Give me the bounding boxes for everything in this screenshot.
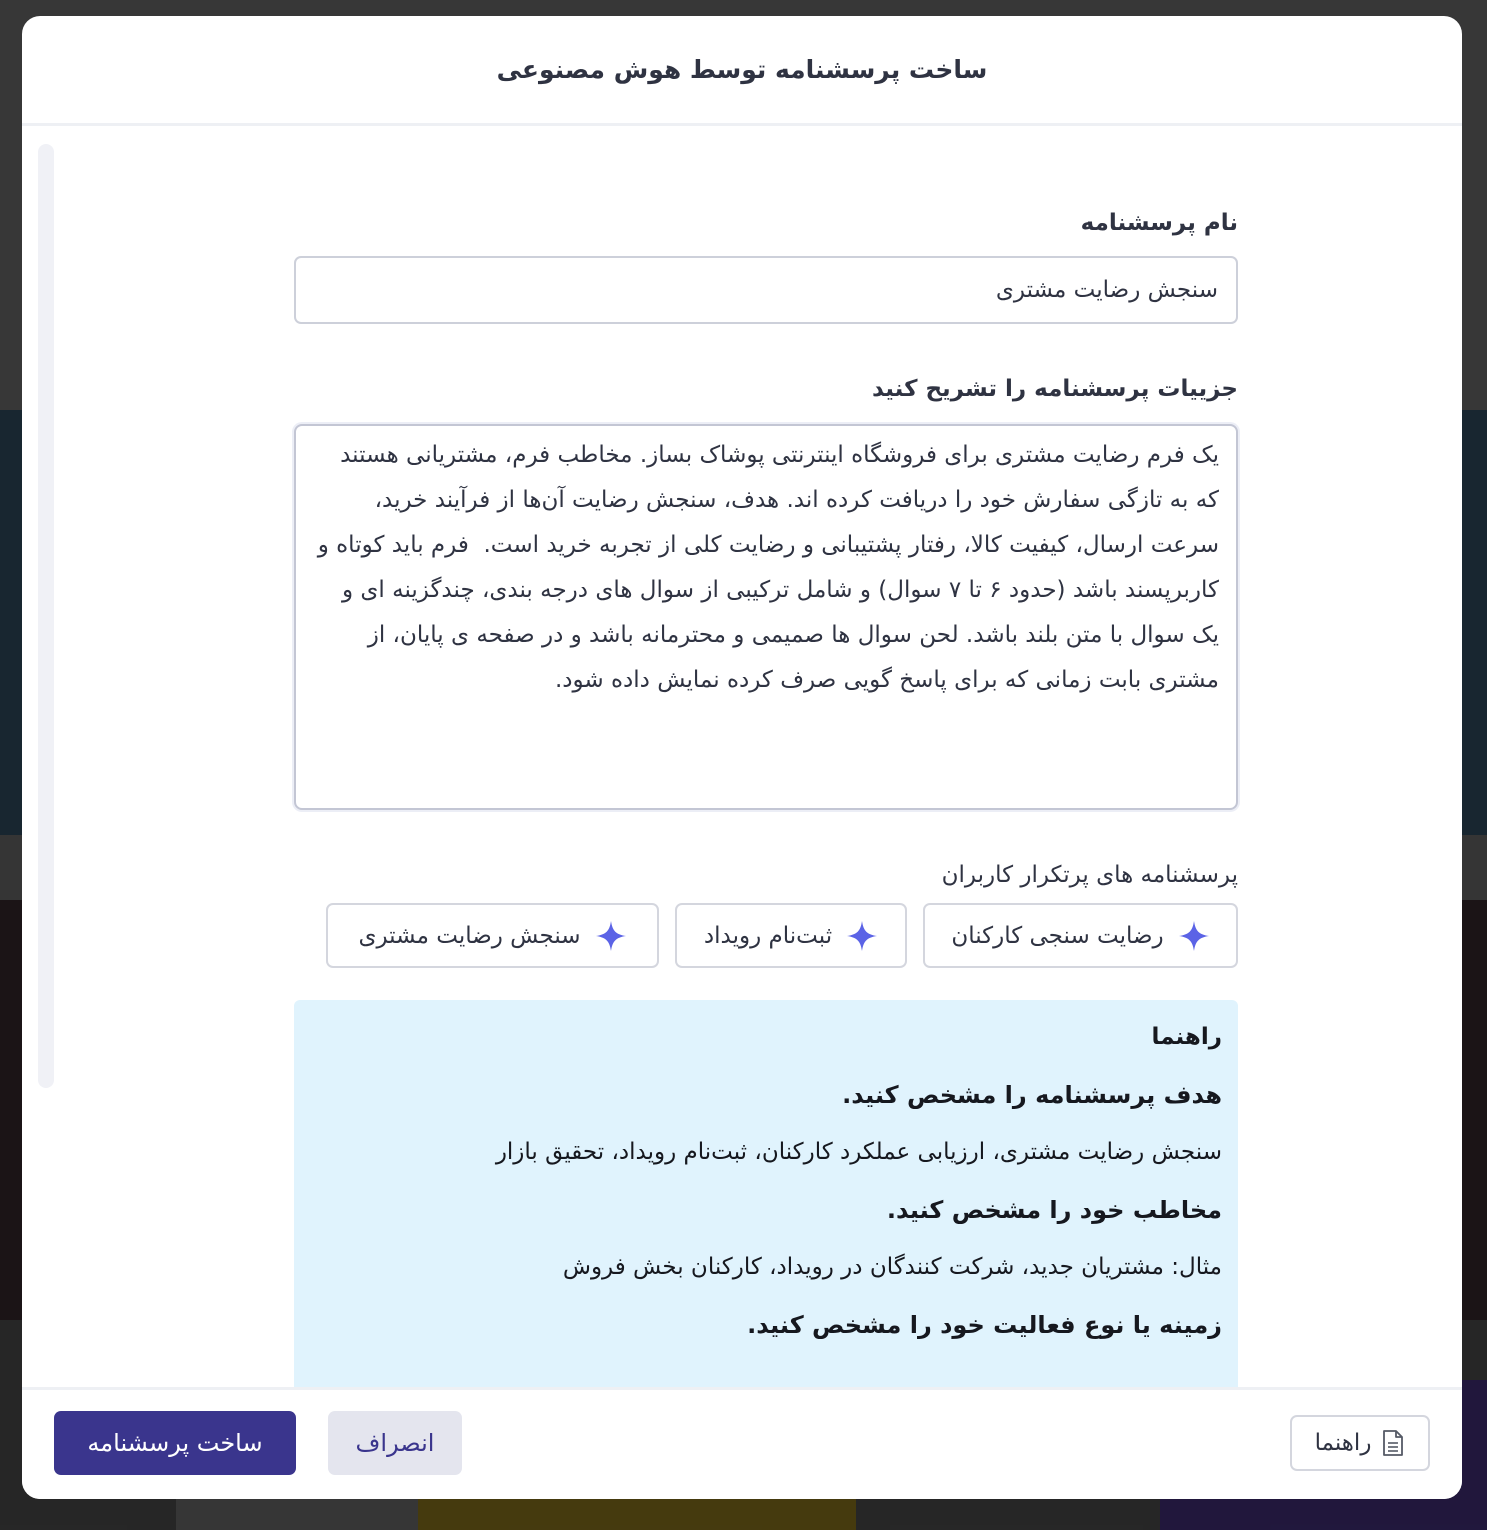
guide-panel: [294, 1000, 1238, 1420]
guide-text: مثال: مشتریان جدید، شرکت کنندگان در رویداد، کارکنان بخش فروش: [562, 1254, 1222, 1280]
modal-title: ساخت پرسشنامه توسط هوش مصنوعی: [496, 55, 988, 84]
frequent-questionnaires: [294, 903, 1238, 969]
modal-header: [22, 16, 1462, 126]
frequent-label: پرسشنامه های پرتکرار کاربران: [941, 862, 1238, 888]
sparkle-icon: [1178, 920, 1210, 952]
guide-heading: زمینه یا نوع فعالیت خود را مشخص کنید.: [747, 1311, 1222, 1339]
modal-footer: [22, 1387, 1462, 1499]
chip-employee-satisfaction[interactable]: [923, 903, 1238, 968]
chip-customer-satisfaction[interactable]: [326, 903, 659, 968]
document-icon: [1381, 1429, 1405, 1457]
cancel-button[interactable]: انصراف: [328, 1411, 462, 1475]
sparkle-icon: [846, 920, 878, 952]
chip-label: ثبت‌نام رویداد: [703, 922, 833, 949]
description-textarea[interactable]: [294, 424, 1238, 810]
guide-heading: هدف پرسشنامه را مشخص کنید.: [842, 1081, 1222, 1109]
create-questionnaire-button[interactable]: ساخت پرسشنامه: [54, 1411, 296, 1475]
name-label: نام پرسشنامه: [1080, 210, 1238, 236]
guide-button[interactable]: [1290, 1415, 1430, 1471]
questionnaire-name-input[interactable]: [294, 256, 1238, 324]
guide-title: راهنما: [1151, 1024, 1222, 1050]
chip-label: رضایت سنجی کارکنان: [951, 922, 1164, 949]
sparkle-icon: [595, 920, 627, 952]
chip-label: سنجش رضایت مشتری: [358, 922, 581, 949]
chip-event-registration[interactable]: [675, 903, 907, 968]
guide-button-label: راهنما: [1314, 1430, 1372, 1456]
description-label: جزییات پرسشنامه را تشریح کنید: [872, 376, 1238, 402]
scrollbar[interactable]: [38, 144, 54, 1088]
guide-text: سنجش رضایت مشتری، ارزیابی عملکرد کارکنان، ثبت‌نام رویداد، تحقیق بازار: [495, 1139, 1222, 1165]
ai-questionnaire-modal: [22, 16, 1462, 1499]
guide-heading: مخاطب خود را مشخص کنید.: [886, 1196, 1222, 1224]
